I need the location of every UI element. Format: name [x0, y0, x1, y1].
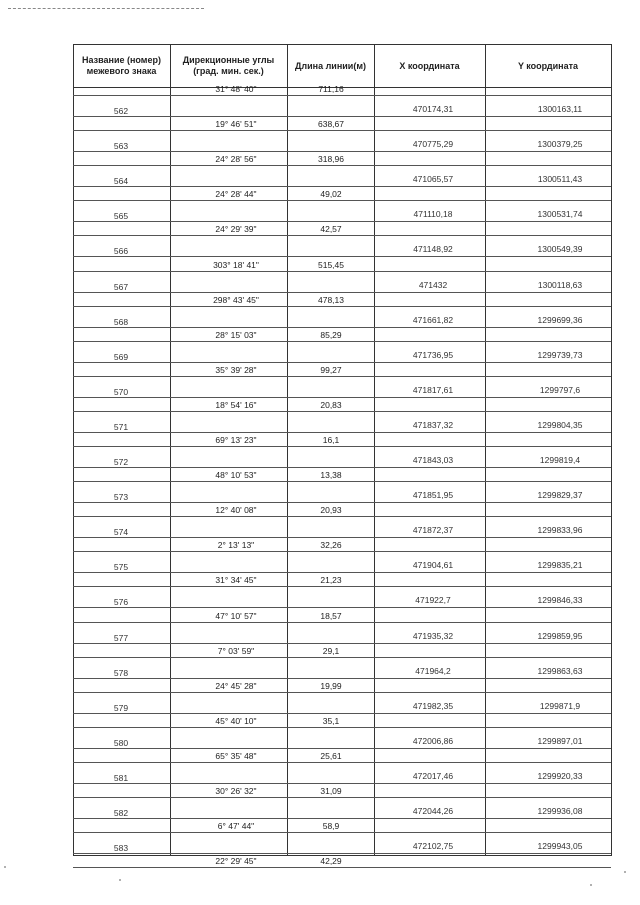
point-underline: [73, 607, 611, 608]
segment-angle: 31° 34' 45": [215, 575, 257, 586]
point-x: 471148,92: [413, 244, 453, 255]
point-underline: [73, 537, 611, 538]
segment-angle: 24° 28' 44": [215, 189, 257, 200]
point-name: 576: [113, 597, 129, 608]
segment-angle: 65° 35' 48": [215, 750, 257, 761]
point-name: 583: [113, 843, 129, 854]
segment-underline: [73, 165, 611, 166]
segment-length: 20,83: [320, 399, 342, 410]
point-underline: [73, 327, 611, 328]
header-angle-line-2: (град. мин. сек.): [193, 66, 264, 76]
point-underline: [73, 292, 611, 293]
segment-length: 35,1: [322, 715, 340, 726]
point-name: 570: [113, 386, 129, 397]
point-x: 472044,26: [412, 806, 454, 816]
header-angle: [170, 45, 287, 87]
segment-angle: 47° 10' 57": [215, 610, 257, 621]
point-underline: [73, 502, 611, 503]
point-name: 572: [113, 457, 129, 467]
point-name: 567: [113, 281, 129, 292]
point-y: 1299936,08: [537, 806, 583, 816]
point-y: 1300379,25: [537, 139, 583, 150]
segment-length: 20,93: [320, 505, 342, 516]
column-border: [611, 44, 612, 856]
point-y: 1299846,33: [537, 595, 583, 606]
segment-length: 85,29: [320, 329, 342, 340]
point-name: 571: [113, 421, 129, 432]
point-underline: [73, 818, 611, 819]
scan-speck: [4, 866, 6, 868]
segment-angle: 298° 43' 45": [213, 294, 259, 305]
point-y: 1299833,96: [537, 525, 583, 536]
segment-length: 515,45: [318, 259, 344, 270]
point-underline: [73, 572, 611, 573]
segment-underline: [73, 411, 611, 412]
segment-angle: 24° 29' 39": [215, 224, 257, 235]
point-underline: [73, 748, 611, 749]
segment-length: 42,57: [320, 224, 342, 235]
point-y: 1300549,39: [537, 244, 583, 255]
point-x: 471661,82: [412, 314, 454, 325]
point-y: 1299920,33: [537, 770, 583, 781]
point-name: 578: [113, 667, 129, 678]
point-underline: [73, 186, 611, 187]
segment-underline: [73, 481, 611, 482]
segment-underline: [73, 376, 611, 377]
coordinates-table: [73, 44, 611, 867]
header-name-line-2: межевого знака: [86, 66, 157, 76]
segment-length: 49,02: [320, 189, 342, 200]
header-y: Y координата: [517, 60, 579, 71]
segment-angle: 45° 40' 10": [215, 715, 257, 726]
point-underline: [73, 397, 611, 398]
segment-underline: [73, 622, 611, 623]
point-y: 1299797,6: [539, 384, 581, 395]
point-name: 580: [113, 737, 129, 748]
segment-length: 99,27: [320, 364, 342, 375]
point-y: 1299897,01: [537, 735, 583, 746]
point-x: 471922,7: [415, 595, 451, 606]
point-underline: [73, 678, 611, 679]
point-underline: [73, 151, 611, 152]
segment-underline: [73, 516, 611, 517]
point-name: 564: [113, 176, 129, 187]
segment-angle: 22° 29' 45": [215, 856, 257, 867]
segment-underline: [73, 271, 611, 272]
point-underline: [73, 432, 611, 433]
segment-underline: [73, 586, 611, 587]
point-underline: [73, 116, 611, 117]
segment-underline: [73, 341, 611, 342]
point-x: 471837,32: [412, 419, 454, 430]
point-y: 1299819,4: [539, 455, 581, 465]
segment-length: 478,13: [318, 294, 344, 305]
point-y: 1299859,95: [537, 630, 583, 641]
point-x: 472017,46: [412, 770, 454, 781]
point-name: 563: [113, 141, 129, 152]
point-name: 577: [113, 632, 129, 643]
point-name: 581: [113, 772, 129, 783]
point-y: 1299804,35: [537, 419, 583, 430]
point-name: 565: [113, 211, 129, 222]
point-name: 573: [113, 492, 129, 503]
point-x: 471843,03: [412, 455, 454, 465]
segment-length: 31,09: [320, 786, 342, 796]
point-x: 472006,86: [412, 735, 454, 746]
point-underline: [73, 783, 611, 784]
segment-angle: 69° 13' 23": [215, 435, 257, 445]
table-bottom-border: [73, 855, 611, 856]
segment-underline: [73, 235, 611, 236]
header-name: [73, 45, 170, 87]
point-x: 470775,29: [412, 139, 454, 150]
point-y: 1299835,21: [537, 560, 583, 571]
segment-underline: [73, 797, 611, 798]
header-x: X координата: [399, 60, 460, 71]
segment-underline: [73, 306, 611, 307]
point-name: 579: [113, 702, 129, 713]
scan-speck: [624, 871, 626, 873]
segment-underline: [73, 727, 611, 728]
segment-angle: 303° 18' 41": [213, 259, 259, 270]
point-x: 471110,18: [413, 209, 453, 220]
table-header: [73, 44, 611, 88]
point-name: 562: [113, 106, 129, 116]
segment-underline: [73, 762, 611, 763]
segment-underline: [73, 657, 611, 658]
point-underline: [73, 713, 611, 714]
header-length: Длина линии(м): [294, 60, 366, 71]
segment-angle: 31° 48' 40": [215, 84, 257, 94]
point-y: 1300118,63: [537, 279, 583, 290]
point-name: 575: [113, 562, 129, 573]
point-x: 471935,32: [412, 630, 454, 641]
segment-length: 32,26: [320, 540, 342, 551]
segment-underline: [73, 692, 611, 693]
point-y: 1299829,37: [537, 490, 583, 501]
point-underline: [73, 467, 611, 468]
segment-angle: 18° 54' 16": [215, 399, 257, 410]
point-name: 568: [113, 316, 129, 327]
segment-length: 21,23: [320, 575, 342, 586]
point-x: 471065,57: [412, 174, 454, 185]
segment-length: 638,67: [318, 119, 344, 130]
segment-underline: [73, 867, 611, 868]
segment-underline: [73, 446, 611, 447]
segment-angle: 7° 03' 59": [217, 645, 255, 656]
segment-length: 711,16: [318, 84, 344, 94]
segment-angle: 24° 45' 28": [215, 680, 257, 691]
point-name: 569: [113, 351, 129, 362]
point-x: 471817,61: [412, 384, 454, 395]
segment-length: 58,9: [322, 821, 340, 832]
segment-angle: 24° 28' 56": [215, 154, 257, 165]
segment-length: 18,57: [320, 610, 342, 621]
point-y: 1300531,74: [537, 209, 583, 220]
point-y: 1300511,43: [537, 174, 583, 185]
segment-angle: 30° 26' 32": [215, 786, 257, 796]
scan-speck: [590, 884, 592, 886]
point-x: 470174,31: [412, 104, 454, 114]
point-x: 471982,35: [412, 700, 454, 711]
point-y: 1299943,05: [537, 841, 583, 852]
point-x: 471904,61: [412, 560, 454, 571]
point-underline: [73, 221, 611, 222]
segment-underline: [73, 95, 611, 96]
point-x: 471432: [418, 279, 448, 290]
segment-length: 29,1: [322, 645, 340, 656]
segment-angle: 48° 10' 53": [215, 470, 257, 481]
header-angle-line-1: Дирекционные углы: [182, 55, 275, 65]
point-underline: [73, 853, 611, 854]
segment-length: 16,1: [322, 435, 340, 445]
point-y: 1300163,11: [537, 104, 583, 114]
point-y: 1299863,63: [537, 665, 583, 676]
segment-length: 19,99: [320, 680, 342, 691]
point-x: 472102,75: [412, 841, 454, 852]
point-y: 1299699,36: [537, 314, 583, 325]
segment-underline: [73, 200, 611, 201]
top-dashed-line: [8, 8, 204, 9]
segment-angle: 35° 39' 28": [215, 364, 257, 375]
segment-angle: 19° 46' 51": [215, 119, 257, 130]
point-underline: [73, 643, 611, 644]
point-name: 566: [113, 246, 129, 257]
point-x: 471851,95: [412, 490, 454, 501]
segment-length: 42,29: [320, 856, 342, 867]
point-x: 471964,2: [415, 665, 451, 676]
point-underline: [73, 256, 611, 257]
scan-speck: [119, 879, 121, 881]
segment-angle: 2° 13' 13": [217, 540, 255, 551]
header-name-line-1: Название (номер): [82, 55, 161, 65]
segment-length: 318,96: [318, 154, 344, 165]
segment-angle: 28° 15' 03": [215, 329, 257, 340]
segment-length: 13,38: [320, 470, 342, 481]
point-y: 1299739,73: [537, 349, 583, 360]
segment-length: 25,61: [320, 750, 342, 761]
segment-underline: [73, 130, 611, 131]
point-name: 574: [113, 527, 129, 538]
point-x: 471872,37: [412, 525, 454, 536]
segment-angle: 6° 47' 44": [217, 821, 255, 832]
segment-underline: [73, 832, 611, 833]
point-name: 582: [113, 808, 129, 818]
point-underline: [73, 362, 611, 363]
point-y: 1299871,9: [539, 700, 581, 711]
segment-underline: [73, 551, 611, 552]
segment-angle: 12° 40' 08": [215, 505, 257, 516]
point-x: 471736,95: [412, 349, 454, 360]
